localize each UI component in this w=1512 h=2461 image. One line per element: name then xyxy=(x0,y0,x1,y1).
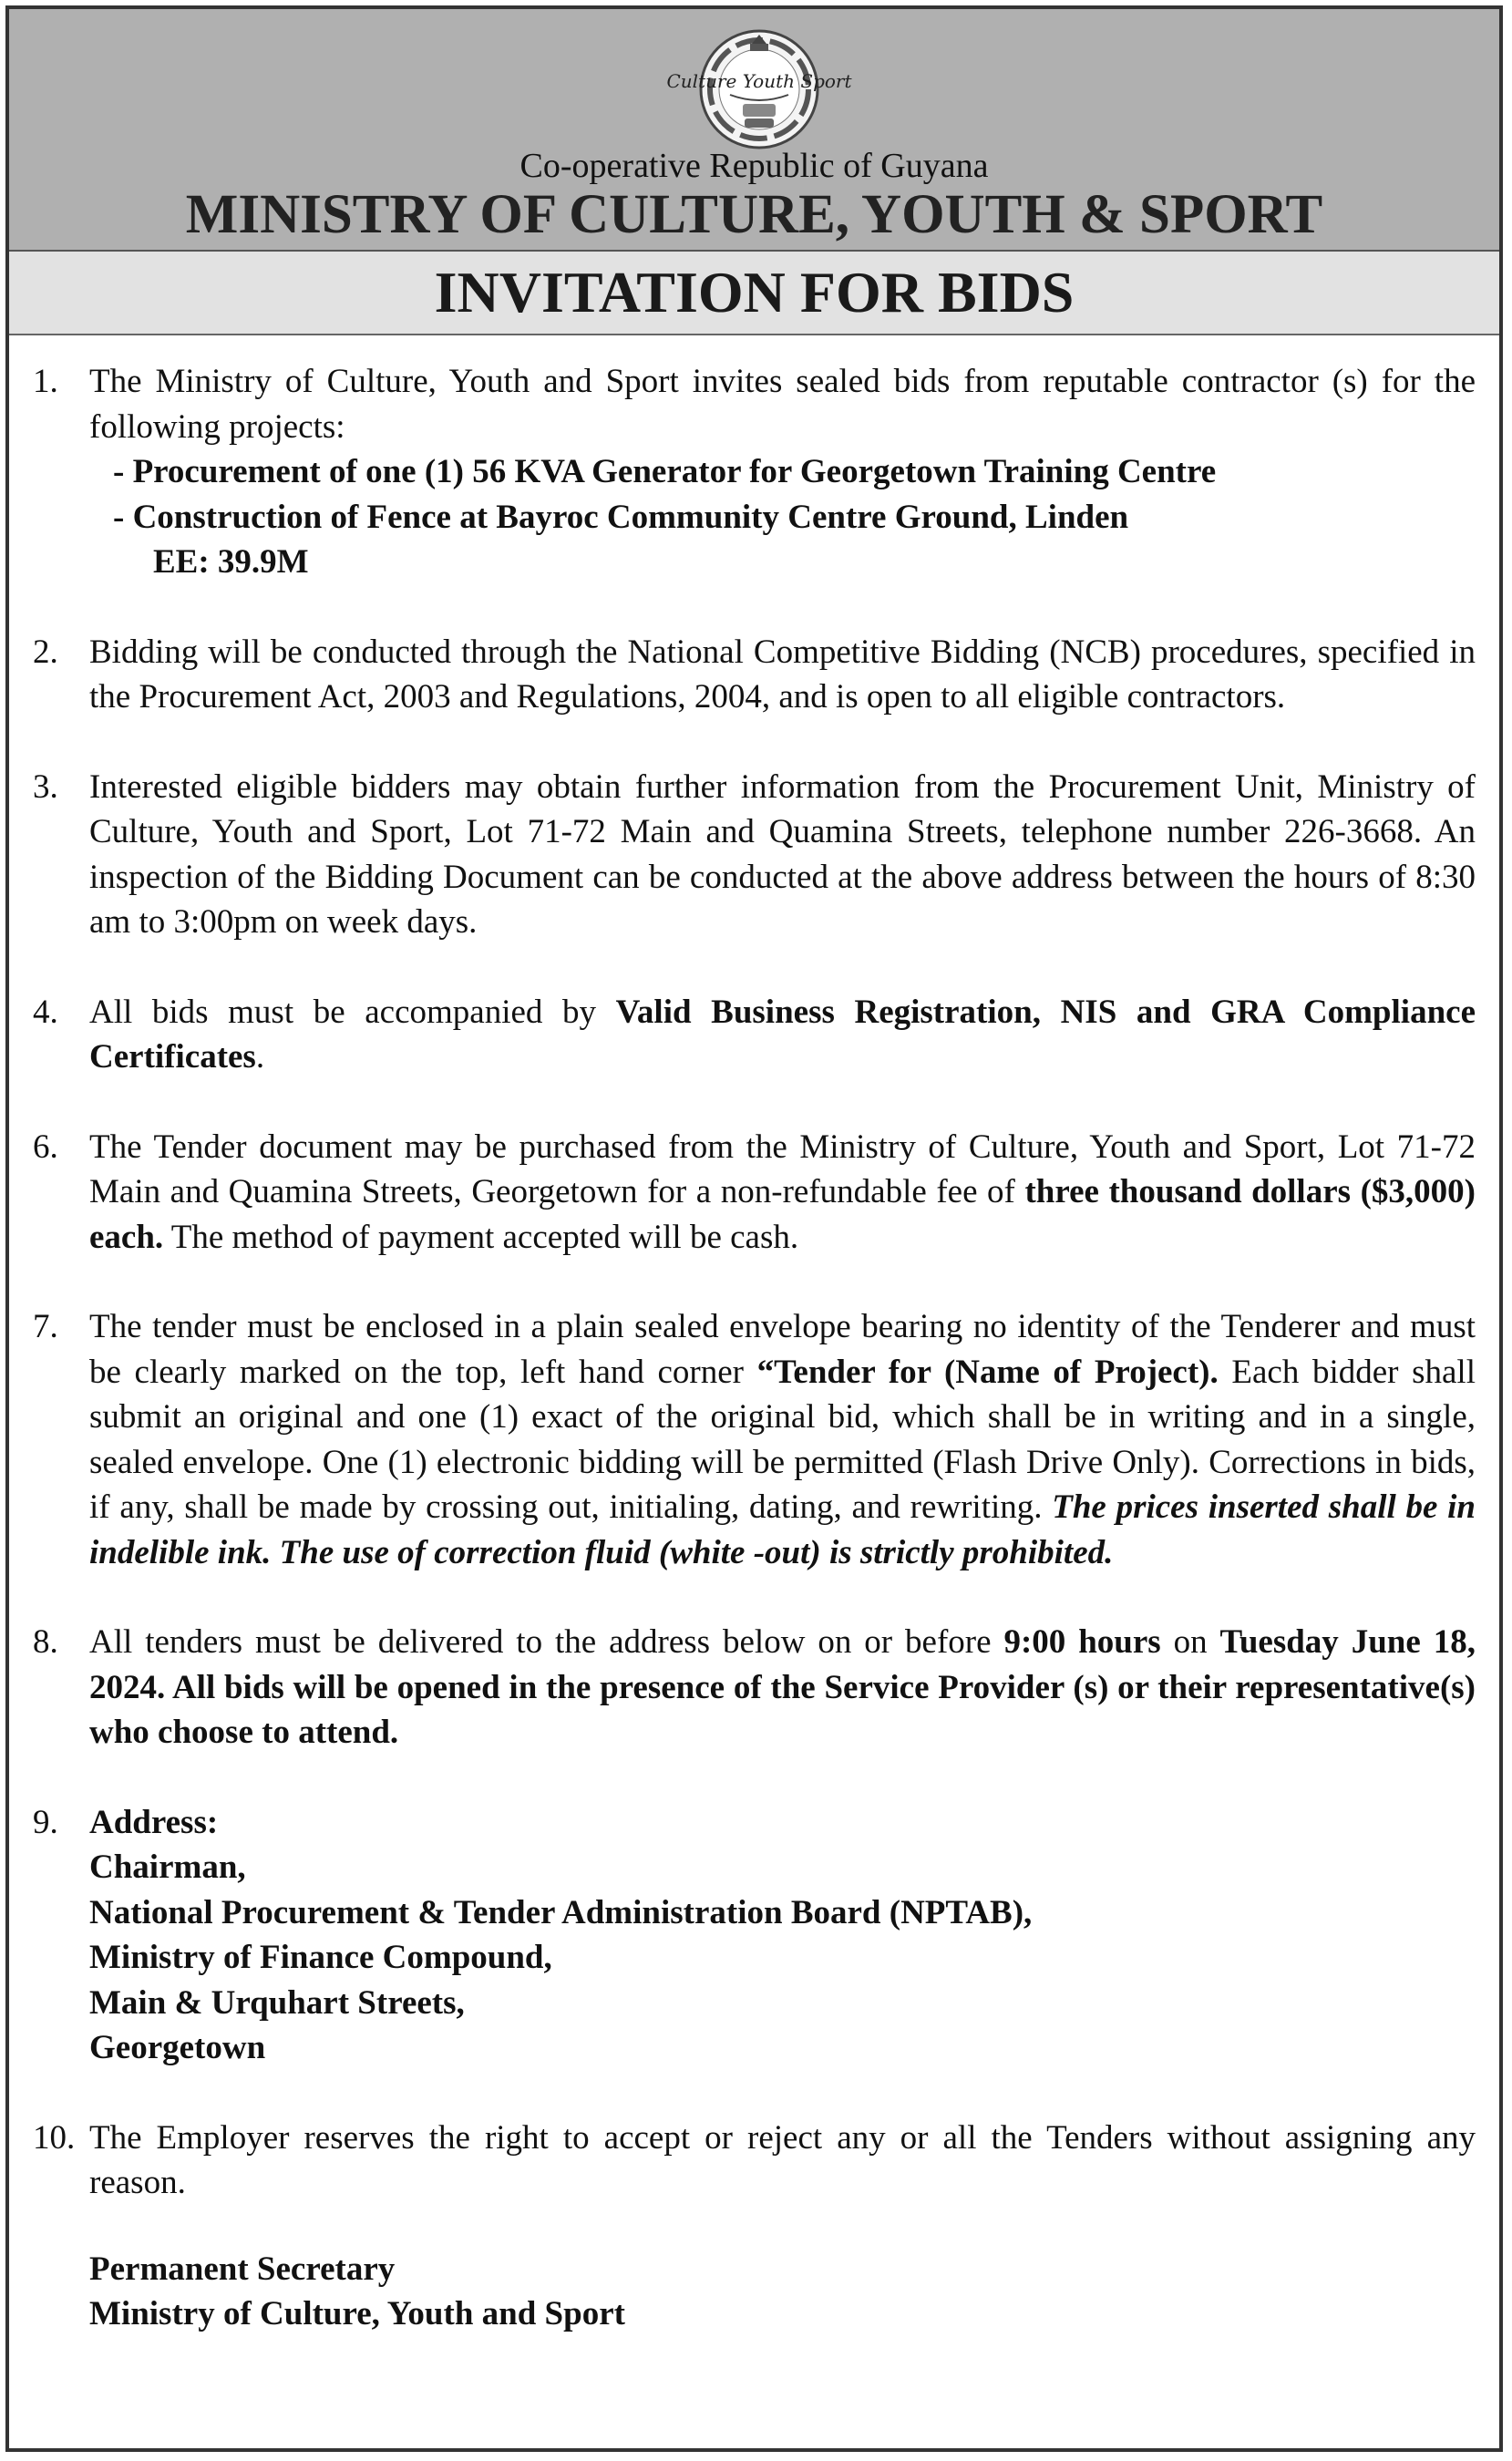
address-line-4: Main & Urquhart Streets, xyxy=(89,1983,465,2022)
item-text: Interested eligible bidders may obtain further information from the Procurement Unit, Ministry of Culture, Youth and Sport, Lot 71-72 Main and Quamina Streets, telephone number 226-3668. An inspection of the Bidding Document can be conducted at the above address between the hours of 8:30 am to 3:00pm on week days. xyxy=(89,767,1476,941)
item-text: Bidding will be conducted through the National Competitive Bidding (NCB) procedures, specified in the Procurement Act, 2003 and Regulations, 2004, and is open to all eligible contractors. xyxy=(89,633,1476,716)
item-number: 2. xyxy=(33,633,58,671)
address-line-2 xyxy=(89,1890,1476,1936)
address-label: Address: xyxy=(89,1803,219,1841)
signature-block xyxy=(33,2247,1476,2337)
item-8-text: All tenders must be delivered to the address below on or before xyxy=(89,1623,1004,1661)
item-6-text: The Tender document may be purchased from the Ministry of Culture, Youth and Sport, Lot 71-72 Main and Quamina Streets, Georgetown for a non-refundable fee of xyxy=(89,1128,1476,1210)
item-text xyxy=(89,1304,1476,1575)
item-text xyxy=(89,359,1476,585)
engineer-estimate: EE: 39.9M xyxy=(153,543,309,581)
item-7-text: The tender must be enclosed in a plain sealed envelope bearing no identity of the Tenderer and must be clearly marked on the top, left hand corner xyxy=(89,1308,1476,1391)
deadline-date: Tuesday June 18, 2024. All bids will be opened in the presence of the Service Provider (s) or their representative(s) who choose to attend. xyxy=(89,1623,1476,1751)
republic-name: Co-operative Republic of Guyana xyxy=(519,147,989,185)
ink-rule: The prices inserted shall be in indelible ink. The use of correction fluid (white -out) is strictly prohibited. xyxy=(89,1488,1476,1571)
item-number: 9. xyxy=(33,1803,58,1841)
list-item-3 xyxy=(33,765,1476,945)
item-text xyxy=(89,1620,1476,1756)
logo-wordmark: Culture Youth Sport xyxy=(666,70,852,92)
item-number: 10. xyxy=(33,2118,76,2157)
ministry-logo xyxy=(666,27,852,151)
list-item-10 xyxy=(33,2116,1476,2206)
notice-body xyxy=(9,335,1499,2337)
project-bullet-generator: - Procurement of one (1) 56 KVA Generator for Georgetown Training Centre xyxy=(113,453,1217,490)
project-bullet-fence: - Construction of Fence at Bayroc Community Centre Ground, Linden xyxy=(113,498,1129,536)
item-1-text: The Ministry of Culture, Youth and Sport invites sealed bids from reputable contractor (s) for the following projects: xyxy=(89,363,1476,446)
item-number: 7. xyxy=(33,1308,58,1345)
address-board: National Procurement & Tender Administration Board xyxy=(89,1893,890,1931)
ministry-name: MINISTRY OF CULTURE, YOUTH & SPORT xyxy=(185,184,1323,245)
address-line-5: Georgetown xyxy=(89,2029,266,2066)
item-4-end: . xyxy=(255,1038,265,1076)
notice-frame xyxy=(5,5,1503,2452)
address-line-1: Chairman, xyxy=(89,1848,246,1886)
item-7-middle: Each bidder shall submit an original and one (1) exact of the original bid, which shall be in writing and in a single, sealed envelope. One (1) electronic bidding will be permitted (Flash Drive Only). Corrections in bids, if any, shall be made by crossing out, initialing, dating, and rewriting. xyxy=(89,1353,1476,1526)
list-item-4 xyxy=(33,990,1476,1080)
list-item-8 xyxy=(33,1620,1476,1756)
list-item-9 xyxy=(33,1800,1476,2071)
address-block xyxy=(89,1800,1476,2071)
item-6-end: The method of payment accepted will be cash. xyxy=(163,1218,799,1256)
required-certificates: Valid Business Registration, NIS and GRA Compliance Certificates xyxy=(89,993,1476,1076)
signatory-title: Permanent Secretary xyxy=(89,2250,396,2288)
deadline-time: 9:00 hours xyxy=(1003,1623,1161,1661)
list-item-7 xyxy=(33,1304,1476,1575)
item-text: The Employer reserves the right to accept or reject any or all the Tenders without assigning any reason. xyxy=(89,2118,1476,2201)
list-item-1 xyxy=(33,359,1476,585)
item-number: 4. xyxy=(33,993,58,1031)
page-title: INVITATION FOR BIDS xyxy=(434,260,1075,324)
tender-marking: “Tender for (Name of Project). xyxy=(756,1353,1219,1391)
item-text xyxy=(89,1125,1476,1261)
tender-fee: three thousand dollars ($3,000) each. xyxy=(89,1173,1476,1256)
item-text xyxy=(89,990,1476,1080)
item-number: 1. xyxy=(33,363,58,400)
list-item-6 xyxy=(33,1125,1476,1261)
address-line-3: Ministry of Finance Compound, xyxy=(89,1939,552,1976)
item-number: 8. xyxy=(33,1623,58,1661)
item-number: 3. xyxy=(33,767,58,806)
address-board-abbrev: (NPTAB), xyxy=(889,1893,1033,1931)
signatory-org: Ministry of Culture, Youth and Sport xyxy=(89,2295,625,2332)
item-8-on: on xyxy=(1160,1623,1220,1661)
item-4-text: All bids must be accompanied by xyxy=(89,993,616,1031)
title-bar xyxy=(9,252,1499,335)
header xyxy=(9,9,1499,252)
item-number: 6. xyxy=(33,1128,58,1166)
list-item-2 xyxy=(33,630,1476,720)
